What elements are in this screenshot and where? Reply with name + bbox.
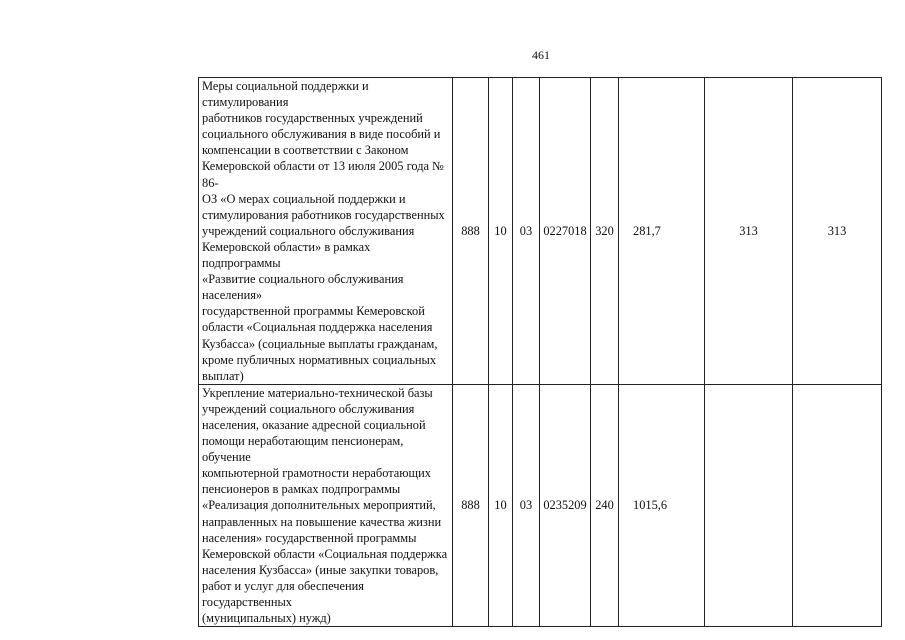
amount-year-1: 1015,6 [619,384,705,626]
row-description: Меры социальной поддержки и стимулирования работников государственных учреждений социального обслуживания в виде пособий и компенсации в соответствии с Законом Кемеровской области от 13 июля 2005 года № 86- ОЗ «О мерах социальной поддержки и стимулирования работников государственных учреждений социального обслуживания Кемеровской области» в рамках подпрограммы «Развитие социального обслуживания населения» государственной программы Кемеровской области «Социальная поддержка населения Кузбасса» (социальные выплаты гражданам, кроме публичных нормативных социальных выплат) [202,79,445,383]
table-row [199,384,882,626]
amount-year-2 [705,384,793,626]
budget-table [198,77,882,627]
target-article-code: 0235209 [540,384,591,626]
expense-type-code: 240 [591,384,619,626]
section-code: 10 [489,78,513,385]
row-description: Укрепление материально-технической базы учреждений социального обслуживания населения, оказание адресной социальной помощи неработающим пенсионерам, обучение компьютерной грамотности неработающих пенсионеров в рамках подпрограммы «Реализация дополнительных мероприятий, направленных на повышение качества жизни населения» государственной программы Кемеровской области «Социальная поддержка населения Кузбасса» (иные закупки товаров, работ и услуг для обеспечения государственных (муниципальных) нужд) [202,385,448,626]
ministry-code: 888 [453,384,489,626]
page-number: 461 [532,48,550,62]
row-description-cell [199,384,453,626]
amount-year-1: 281,7 [619,78,705,385]
subsection-code: 03 [513,78,540,385]
amount-year-2: 313 [705,78,793,385]
amount-year-3: 313 [793,78,882,385]
expense-type-code: 320 [591,78,619,385]
section-code: 10 [489,384,513,626]
ministry-code: 888 [453,78,489,385]
row-description-cell [199,78,453,385]
table-row [199,78,882,385]
target-article-code: 0227018 [540,78,591,385]
subsection-code: 03 [513,384,540,626]
amount-year-3 [793,384,882,626]
